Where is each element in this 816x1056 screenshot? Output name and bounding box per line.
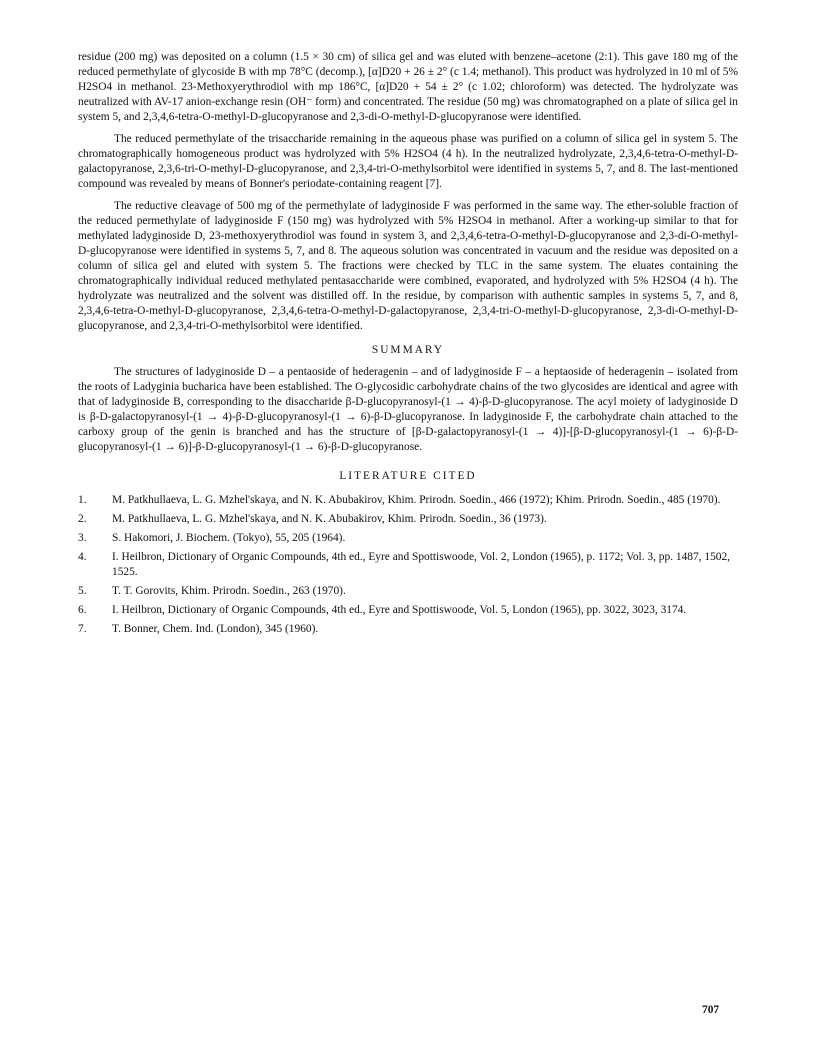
reference-number: 7. [78,623,87,635]
summary-text: The structures of ladyginoside D – a pentaoside of hederagenin – and of ladyginoside F – a heptaoside of hederagenin – isolated from the roots of Ladyginia bucharica have been established. The O-glycosidic carbohydrate chains of the two glycosides are identical and agree with that of ladyginoside B, corresponding to the disaccharide β-D-glucopyranosyl-(1 → 4)-β-D-glucopyranose. The acyl moiety of ladyginoside D is β-D-galactopyranosyl-(1 → 4)-β-D-glucopyranosyl-(1 → 6)-β-D-glucopyranose. In ladyginoside F, the carbohydrate chain attached to the carboxy group of the genin is branched and has the structure of [β-D-galactopyranosyl-(1 → 4)]-[β-D-glucopyranosyl-(1 → 6)-β-D-glucopyranosyl-(1 → 6)]-β-D-glucopyranosyl-(1 → 6)-β-D-glucopyranose. [78,366,738,453]
reference-text: I. Heilbron, Dictionary of Organic Compounds, 4th ed., Eyre and Spottiswoode, Vol. 5, London (1965), pp. 3022, 3023, 3174. [112,604,687,616]
reference-number: 4. [78,551,87,563]
reference-item [78,493,738,508]
literature-heading: LITERATURE CITED [339,470,477,482]
reference-list [78,493,738,637]
reference-item [78,550,738,580]
paragraph-residue: residue (200 mg) was deposited on a column (1.5 × 30 cm) of silica gel and was eluted with benzene–acetone (2:1). This gave 180 mg of the reduced permethylate of glycoside B with mp 78°C (decomp.), [α]D20 + 26 ± 2° (c 1.4; methanol). This product was hydrolyzed in 10 ml of 5% H2SO4 in methanol. 23-Methoxyerythrodiol with mp 186°C, [α]D20 + 54 ± 2° (c 1.02; chloroform) was detected. The hydrolyzate was neutralized with AV-17 anion-exchange resin (OH⁻ form) and concentrated. The residue (50 mg) was chromatographed on a plate of silica gel in system 5, and 2,3,4,6-tetra-O-methyl-D-glucopyranose and 2,3-di-O-methyl-D-glucopyranose were identified. [78,51,738,123]
page-number: 707 [702,1004,720,1016]
reference-item [78,531,738,546]
article-page [78,50,738,641]
reference-text: M. Patkhullaeva, L. G. Mzhel'skaya, and N. K. Abubakirov, Khim. Prirodn. Soedin., 466 (1972); Khim. Prirodn. Soedin., 485 (1970). [112,494,721,506]
paragraph-trisaccharide: The reduced permethylate of the trisaccharide remaining in the aqueous phase was purified on a column of silica gel in system 5. The chromatographically homogeneous product was hydrolyzed with 5% H2SO4 (4 h). In the neutralized hydrolyzate, 2,3,4,6-tetra-O-methyl-D-galactopyranose, 2,3,6-tri-O-methyl-D-glucopyranose, and 2,3,4-tri-O-methylsorbitol were identified in systems 5, 7, and 8. The last-mentioned compound was revealed by means of Bonner's periodate-containing reagent [7]. [78,133,738,190]
reference-number: 2. [78,513,87,525]
reference-text: T. Bonner, Chem. Ind. (London), 345 (1960). [112,623,319,635]
reference-number: 6. [78,604,87,616]
summary-heading: SUMMARY [371,344,445,356]
reference-item [78,622,738,637]
reference-item [78,603,738,618]
reference-item [78,584,738,599]
reference-text: S. Hakomori, J. Biochem. (Tokyo), 55, 205 (1964). [112,532,346,544]
reference-text: M. Patkhullaeva, L. G. Mzhel'skaya, and N. K. Abubakirov, Khim. Prirodn. Soedin., 36 (1973). [112,513,547,525]
reference-number: 5. [78,585,87,597]
reference-item [78,512,738,527]
reference-number: 3. [78,532,87,544]
reference-text: T. T. Gorovits, Khim. Prirodn. Soedin., 263 (1970). [112,585,346,597]
reference-text: I. Heilbron, Dictionary of Organic Compounds, 4th ed., Eyre and Spottiswoode, Vol. 2, London (1965), p. 1172; Vol. 3, pp. 1487, 1502, 1525. [112,551,730,578]
reference-number: 1. [78,494,87,506]
paragraph-ladyginoside-f: The reductive cleavage of 500 mg of the permethylate of ladyginoside F was performed in the same way. The ether-soluble fraction of the reduced permethylate of ladyginoside F (150 mg) was hydrolyzed with 5% H2SO4 in methanol. After a working-up similar to that for methylated ladyginoside D, 23-methoxyerythrodiol was found in system 3, and 2,3,4,6-tetra-O-methyl-D-glucopyranose and 2,3-di-O-methyl-D-glucopyranose were identified in systems 5, 7, and 8. The aqueous solution was concentrated in vacuum and the residue was deposited on a column of silica gel and eluted with system 5. The fractions were checked by TLC in the same system. The eluates containing the chromatographically individual reduced methylated pentasaccharide were combined, evaporated, and hydrolyzed with 5% H2SO4 (4 h). The hydrolyzate was neutralized and the solvent was distilled off. In the residue, by comparison with authentic samples in systems 5, 7, and 8, 2,3,4,6-tetra-O-methyl-D-glucopyranose, 2,3,4,6-tetra-O-methyl-D-galactopyranose, 2,3,4-tri-O-methyl-D-glucopyranose, 2,3-di-O-methyl-D-glucopyranose, and 2,3,4-tri-O-methylsorbitol were identified. [78,200,738,332]
